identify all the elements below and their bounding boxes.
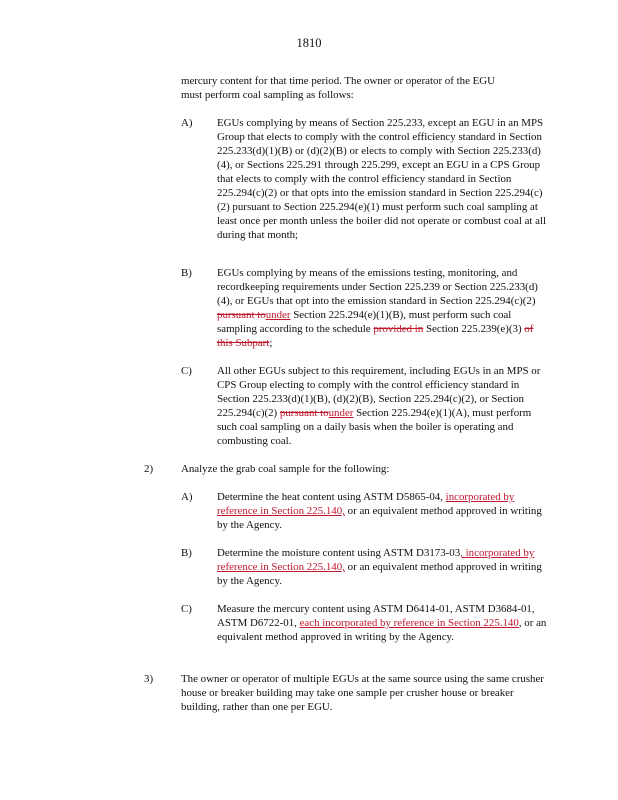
subsection-label-1a: A): [181, 117, 193, 129]
intro-line-1: mercury content for that time period. The owner or operator of the EGU: [181, 75, 496, 87]
deleted-text: provided in: [373, 323, 424, 335]
deleted-text: of this Subpart: [217, 323, 534, 349]
inserted-text: under: [328, 407, 354, 419]
inserted-text: each incorporated by reference in Section 225.140: [299, 617, 519, 629]
subsection-label-2a: A): [181, 491, 193, 503]
deleted-text: pursuant to: [279, 407, 329, 419]
section-label-2: 2): [144, 463, 154, 475]
inserted-text: incorporated by reference in Section 225.140,: [217, 491, 515, 517]
section-2-text: Analyze the grab coal sample for the following:: [181, 463, 390, 475]
subsection-2a-text: Determine the heat content using ASTM D5865-04, incorporated by reference in Section 225.140, or an equivalent method approved in writing by the Agency.: [217, 491, 542, 531]
subsection-1c-text: All other EGUs subject to this requirement, including EGUs in an MPS or CPS Group electing to comply with the control efficiency standard in Section 225.233(d)(1)(B), (d)(2)(B), Section 225.294(c)(2), or Section 225.294(c)(2) pursuant tounder Section 225.294(e)(1)(A), must perform such coal sampling on a daily basis when the boiler is operating and combusting coal.: [217, 365, 541, 447]
inserted-text: under: [265, 309, 291, 321]
inserted-text: , incorporated by reference in Section 225.140,: [217, 547, 535, 573]
subsection-label-2b: B): [181, 547, 192, 559]
section-label-3: 3): [144, 673, 154, 685]
section-3-text: The owner or operator of multiple EGUs at the same source using the same crusher house or breaker building may take one sample per crusher house or breaker building, rather than one per EGU.: [181, 673, 544, 713]
subsection-2b-text: Determine the moisture content using ASTM D3173-03, incorporated by reference in Section 225.140, or an equivalent method approved in writing by the Agency.: [217, 547, 542, 587]
subsection-1b-text: EGUs complying by means of the emissions testing, monitoring, and recordkeeping requirements under Section 225.239 or Section 225.233(d)(4), or EGUs that opt into the emission standard in Section 225.294(c)(2) pursuant tounder Section 225.294(e)(1)(B), must perform such coal sampling according to the schedule provided in Section 225.239(e)(3) of this Subpart;: [217, 267, 538, 349]
intro-line-2: must perform coal sampling as follows:: [181, 89, 354, 101]
page-number: 1810: [296, 36, 322, 50]
subsection-1a-text: EGUs complying by means of Section 225.233, except an EGU in an MPS Group that elects to comply with the control efficiency standard in Section 225.233(d)(1)(B) or (d)(2)(B) or elects to comply with Section 225.233(d)(4), or Sections 225.291 through 225.299, except an EGU in a CPS Group that elects to comply with the control efficiency standard in Section 225.294(c)(2) or that opts into the emission standard in Section 225.294(c)(2) pursuant to Section 225.294(e)(1) must perform such coal sampling at least once per month unless the boiler did not operate or combust coal at all during that month;: [217, 117, 547, 241]
subsection-label-1b: B): [181, 267, 192, 279]
subsection-label-2c: C): [181, 603, 192, 615]
intro-paragraph: [181, 74, 547, 102]
subsection-label-1c: C): [181, 365, 192, 377]
subsection-2c-text: Measure the mercury content using ASTM D6414-01, ASTM D3684-01, ASTM D6722-01, each incorporated by reference in Section 225.140, or an equivalent method approved in writing by the Agency.: [217, 603, 547, 643]
deleted-text: pursuant to: [217, 309, 266, 321]
